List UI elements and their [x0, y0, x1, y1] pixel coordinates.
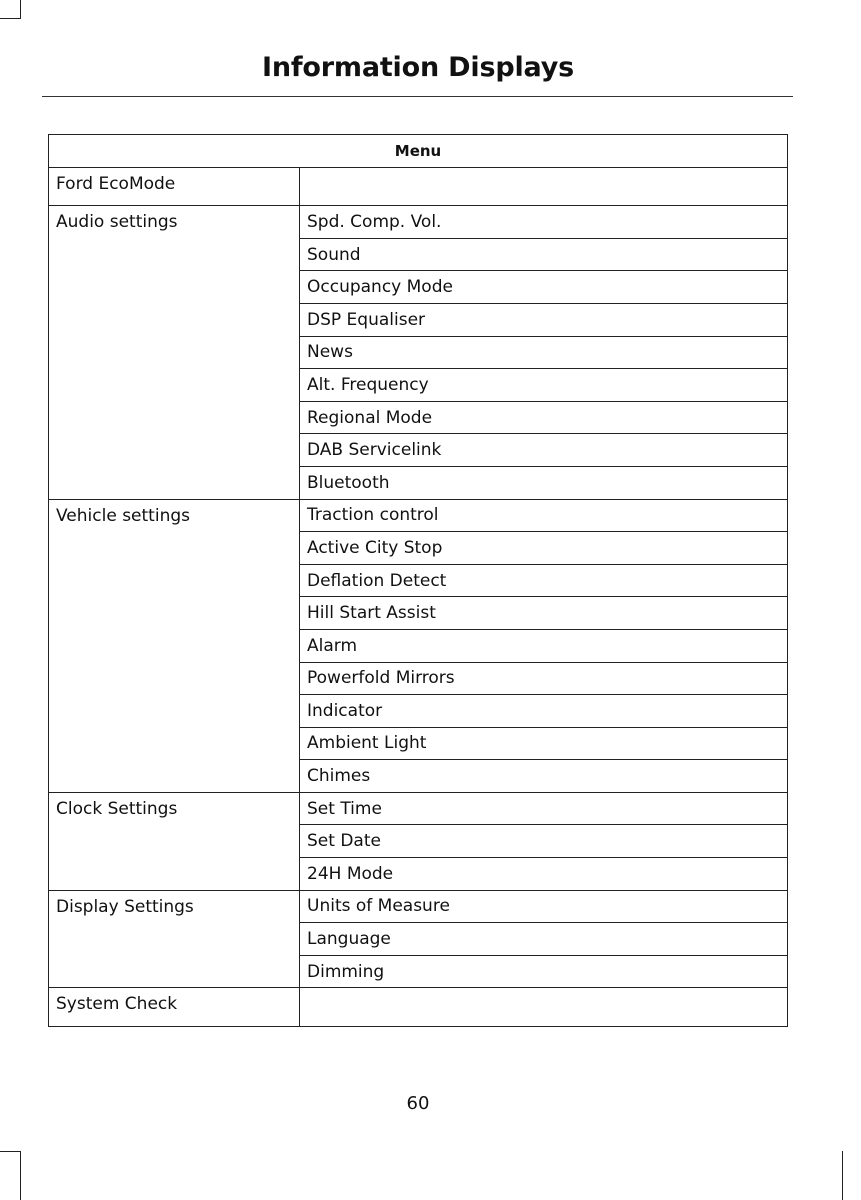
menu-item-cell: DAB Servicelink	[300, 434, 788, 467]
menu-item-cell: News	[300, 336, 788, 369]
menu-item-cell: Set Date	[300, 825, 788, 858]
page-number: 60	[406, 1093, 430, 1114]
menu-item-cell: Occupancy Mode	[300, 271, 788, 304]
table-row	[49, 890, 788, 923]
menu-item-cell: Units of Measure	[300, 890, 788, 923]
menu-category-cell: Ford EcoMode	[49, 167, 300, 206]
menu-item-cell: Active City Stop	[300, 532, 788, 565]
menu-item-cell: 24H Mode	[300, 858, 788, 891]
menu-item-cell: Hill Start Assist	[300, 597, 788, 630]
menu-item-cell: Powerfold Mirrors	[300, 662, 788, 695]
menu-item-cell	[300, 167, 788, 206]
menu-item-cell: Alt. Frequency	[300, 369, 788, 402]
menu-item-cell: Sound	[300, 238, 788, 271]
menu-item-cell: Deflation Detect	[300, 564, 788, 597]
table-row	[49, 792, 788, 825]
menu-item-cell: Set Time	[300, 792, 788, 825]
menu-table	[48, 134, 788, 1027]
menu-item-cell: Indicator	[300, 695, 788, 728]
crop-mark-bottom-left-horizontal	[0, 1151, 21, 1152]
title-divider	[42, 96, 793, 97]
menu-item-cell: DSP Equaliser	[300, 303, 788, 336]
table-body	[49, 167, 788, 1026]
crop-mark-top-left-vertical	[20, 0, 21, 18]
menu-category-cell: System Check	[49, 988, 300, 1027]
menu-item-cell: Chimes	[300, 760, 788, 793]
menu-item-cell: Traction control	[300, 499, 788, 532]
page-title: Information Displays	[262, 52, 574, 83]
crop-mark-top-left-horizontal	[0, 18, 21, 19]
menu-item-cell: Bluetooth	[300, 466, 788, 499]
table-row	[49, 167, 788, 206]
table-header-menu: Menu	[49, 135, 788, 168]
table-row	[49, 206, 788, 239]
menu-category-cell: Vehicle settings	[49, 499, 300, 792]
table-row	[49, 499, 788, 532]
menu-category-cell: Audio settings	[49, 206, 300, 499]
table-row	[49, 988, 788, 1027]
menu-category-cell: Clock Settings	[49, 792, 300, 890]
crop-mark-bottom-right-vertical	[842, 1151, 843, 1200]
menu-item-cell: Regional Mode	[300, 401, 788, 434]
table-header-row	[49, 135, 788, 168]
menu-category-cell: Display Settings	[49, 890, 300, 988]
menu-item-cell	[300, 988, 788, 1027]
crop-mark-bottom-left-vertical	[20, 1151, 21, 1200]
menu-item-cell: Language	[300, 923, 788, 956]
menu-item-cell: Dimming	[300, 955, 788, 988]
menu-item-cell: Ambient Light	[300, 727, 788, 760]
menu-item-cell: Spd. Comp. Vol.	[300, 206, 788, 239]
menu-item-cell: Alarm	[300, 629, 788, 662]
